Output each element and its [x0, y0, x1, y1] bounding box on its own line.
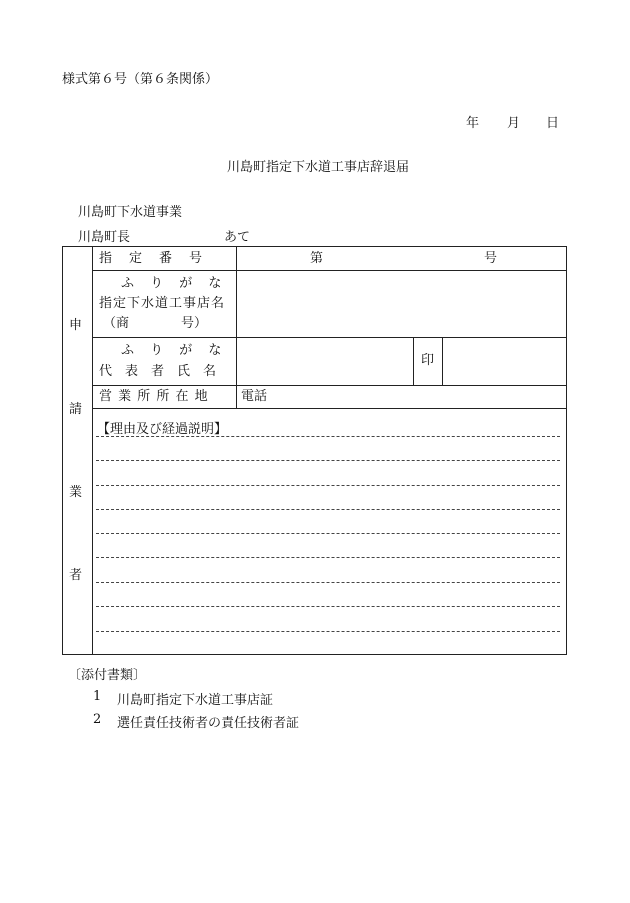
reason-line[interactable]: [96, 485, 560, 486]
attachment-item-text: 川島町指定下水道工事店証: [117, 693, 274, 708]
table-divider: [413, 337, 414, 385]
reason-line[interactable]: [96, 582, 560, 583]
applicant-label-char: 申: [69, 318, 83, 333]
seal-label: 印: [421, 353, 435, 368]
shop-name-input[interactable]: [238, 272, 566, 336]
applicant-label-char: 業: [69, 485, 83, 500]
table-divider: [92, 270, 567, 271]
shop-trade-name-label: （商 号）: [103, 316, 208, 331]
date-month: 月: [507, 116, 521, 131]
table-divider: [442, 337, 443, 385]
reason-line[interactable]: [96, 460, 560, 461]
attachment-item-text: 選任責任技術者の責任技術者証: [117, 716, 300, 731]
office-address-label: 営 業 所 所 在 地: [99, 389, 209, 404]
designation-number-label: 指 定 番 号: [99, 251, 205, 266]
reason-line[interactable]: [96, 557, 560, 558]
addressee-line1: 川島町下水道事業: [78, 205, 183, 220]
attachments-heading: 〔添付書類〕: [68, 668, 147, 683]
form-number: 様式第６号（第６条関係）: [62, 72, 219, 87]
table-divider: [92, 337, 567, 338]
reason-line[interactable]: [96, 631, 560, 632]
reason-line[interactable]: [96, 533, 560, 534]
addressee-line2: 川島町長: [78, 230, 131, 245]
shop-furigana-label: ふ り が な: [121, 276, 228, 291]
document-title: 川島町指定下水道工事店辞退届: [227, 160, 410, 175]
applicant-label-char: 請: [69, 402, 83, 417]
date-day: 日: [546, 116, 560, 131]
table-divider: [92, 385, 567, 386]
rep-furigana-label: ふ り が な: [121, 343, 228, 358]
addressee-suffix: あて: [224, 230, 251, 245]
shop-name-label: 指定下水道工事店名: [99, 296, 226, 311]
attachment-item-number: 1: [93, 689, 102, 704]
reason-line[interactable]: [96, 509, 560, 510]
reason-line[interactable]: [96, 436, 560, 437]
designation-number-suffix: 号: [484, 251, 498, 266]
rep-name-label: 代 表 者 氏 名: [99, 364, 217, 379]
reason-line[interactable]: [96, 606, 560, 607]
applicant-label-char: 者: [69, 568, 83, 583]
phone-label: 電話: [241, 389, 268, 404]
designation-number-prefix: 第: [310, 251, 324, 266]
date-year: 年: [466, 116, 480, 131]
reason-label: 【理由及び経過説明】: [97, 422, 228, 437]
rep-name-input[interactable]: [238, 339, 412, 384]
table-divider: [92, 246, 93, 655]
attachment-item-number: 2: [93, 712, 102, 727]
table-divider: [92, 408, 567, 409]
